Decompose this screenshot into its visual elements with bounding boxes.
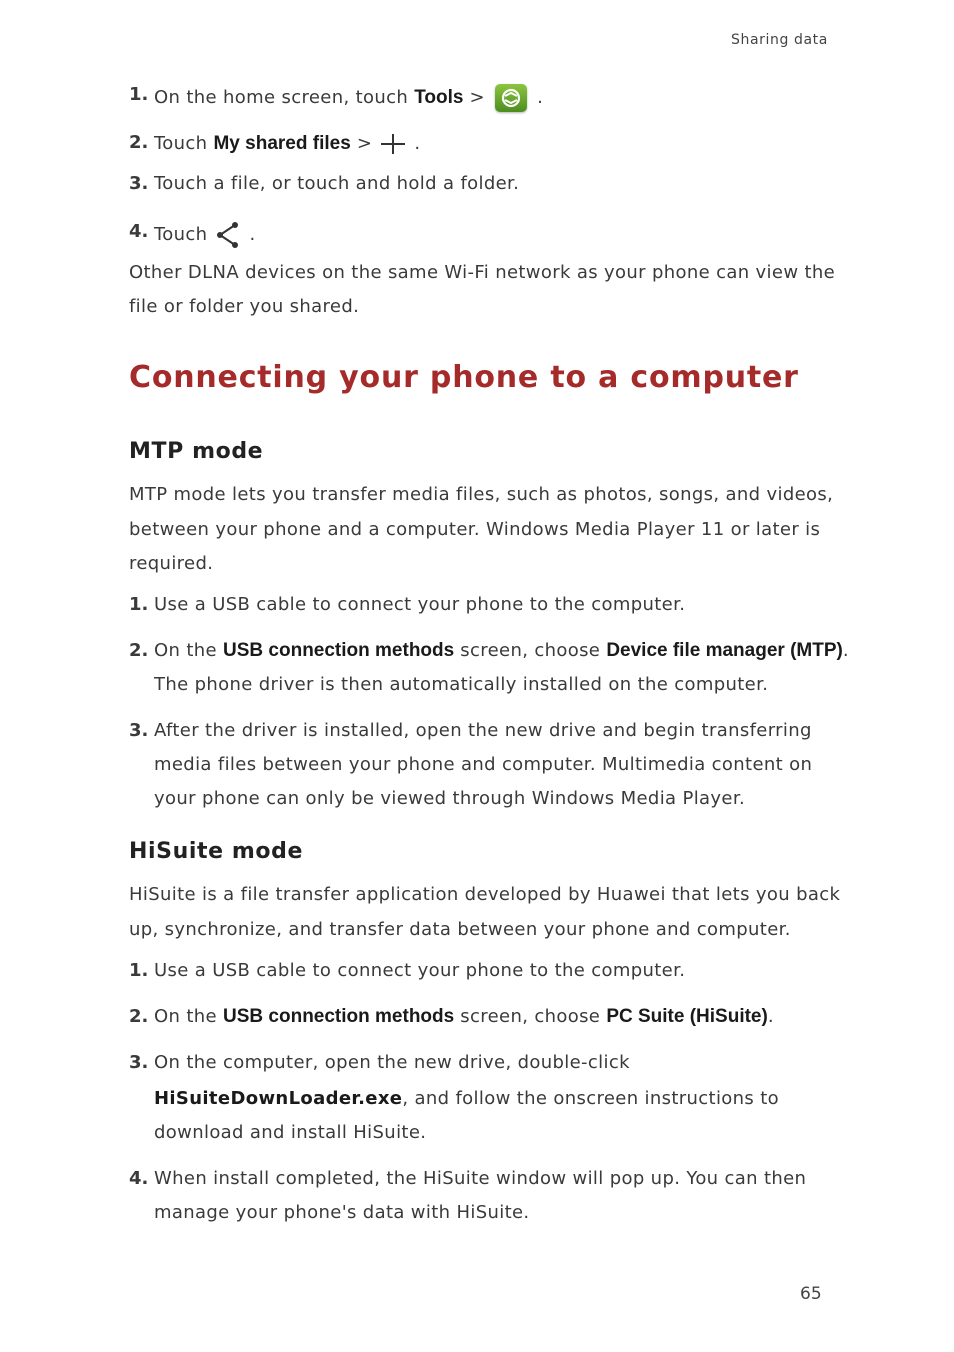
usb-connection-methods-label: USB connection methods — [223, 1006, 455, 1027]
step-number: 1. — [129, 84, 149, 105]
plus-icon — [378, 132, 408, 156]
step-number: 4. — [129, 1168, 149, 1189]
hisuite-step-3-line: download and install HiSuite. — [154, 1122, 427, 1143]
running-header: Sharing data — [731, 32, 828, 48]
mtp-step-1-text: Use a USB cable to connect your phone to the computer. — [154, 594, 686, 615]
mtp-intro-line: between your phone and a computer. Windows Media Player 11 or later is — [129, 519, 821, 540]
step-number: 2. — [129, 640, 149, 661]
tools-app-icon — [495, 84, 527, 112]
hisuite-step-2-text: On the USB connection methods screen, choose PC Suite (HiSuite). — [154, 1006, 774, 1027]
mtp-intro-line: MTP mode lets you transfer media files, such as photos, songs, and videos, — [129, 484, 834, 505]
my-shared-files-label: My shared files — [213, 133, 351, 154]
step-number: 3. — [129, 173, 149, 194]
usb-connection-methods-label: USB connection methods — [223, 640, 455, 661]
hisuite-step-1-text: Use a USB cable to connect your phone to the computer. — [154, 960, 686, 981]
hisuite-downloader-label: HiSuiteDownLoader.exe — [154, 1088, 403, 1109]
hisuite-heading: HiSuite mode — [129, 839, 304, 864]
step-number: 1. — [129, 594, 149, 615]
step-number: 4. — [129, 221, 149, 242]
mtp-step-3-line: media files between your phone and computer. Multimedia content on — [154, 754, 813, 775]
dlna-paragraph-line: Other DLNA devices on the same Wi-Fi network as your phone can view the — [129, 262, 836, 283]
hisuite-intro-line: HiSuite is a file transfer application developed by Huawei that lets you back — [129, 884, 841, 905]
pc-suite-label: PC Suite (HiSuite) — [606, 1006, 768, 1027]
hisuite-step-4-line: manage your phone's data with HiSuite. — [154, 1202, 530, 1223]
step-1-text: On the home screen, touch Tools > . — [154, 84, 543, 112]
step-number: 3. — [129, 1052, 149, 1073]
step-3-text: Touch a file, or touch and hold a folder. — [154, 173, 520, 194]
mtp-step-2-text: On the USB connection methods screen, choose Device file manager (MTP). — [154, 640, 849, 661]
step-number: 2. — [129, 132, 149, 153]
step-number: 3. — [129, 720, 149, 741]
share-icon — [213, 221, 243, 249]
hisuite-step-4-line: When install completed, the HiSuite window will pop up. You can then — [154, 1168, 807, 1189]
dlna-paragraph-line: file or folder you shared. — [129, 296, 360, 317]
mtp-step-3-line: After the driver is installed, open the new drive and begin transferring — [154, 720, 812, 741]
section-title: Connecting your phone to a computer — [129, 360, 799, 395]
step-4-text: Touch . — [154, 221, 256, 249]
mtp-step-2-line: The phone driver is then automatically installed on the computer. — [154, 674, 769, 695]
device-file-manager-label: Device file manager (MTP) — [606, 640, 843, 661]
hisuite-step-3-line: On the computer, open the new drive, double-click — [154, 1052, 630, 1073]
mtp-step-3-line: your phone can only be viewed through Windows Media Player. — [154, 788, 746, 809]
step-2-text: Touch My shared files > . — [154, 133, 421, 154]
hisuite-step-3-line: HiSuiteDownLoader.exe, and follow the onscreen instructions to — [154, 1088, 779, 1109]
page-number: 65 — [800, 1284, 822, 1304]
mtp-intro-line: required. — [129, 553, 214, 574]
tools-label: Tools — [414, 87, 464, 108]
mtp-heading: MTP mode — [129, 439, 264, 464]
hisuite-intro-line: up, synchronize, and transfer data between your phone and computer. — [129, 919, 791, 940]
step-number: 1. — [129, 960, 149, 981]
step-number: 2. — [129, 1006, 149, 1027]
